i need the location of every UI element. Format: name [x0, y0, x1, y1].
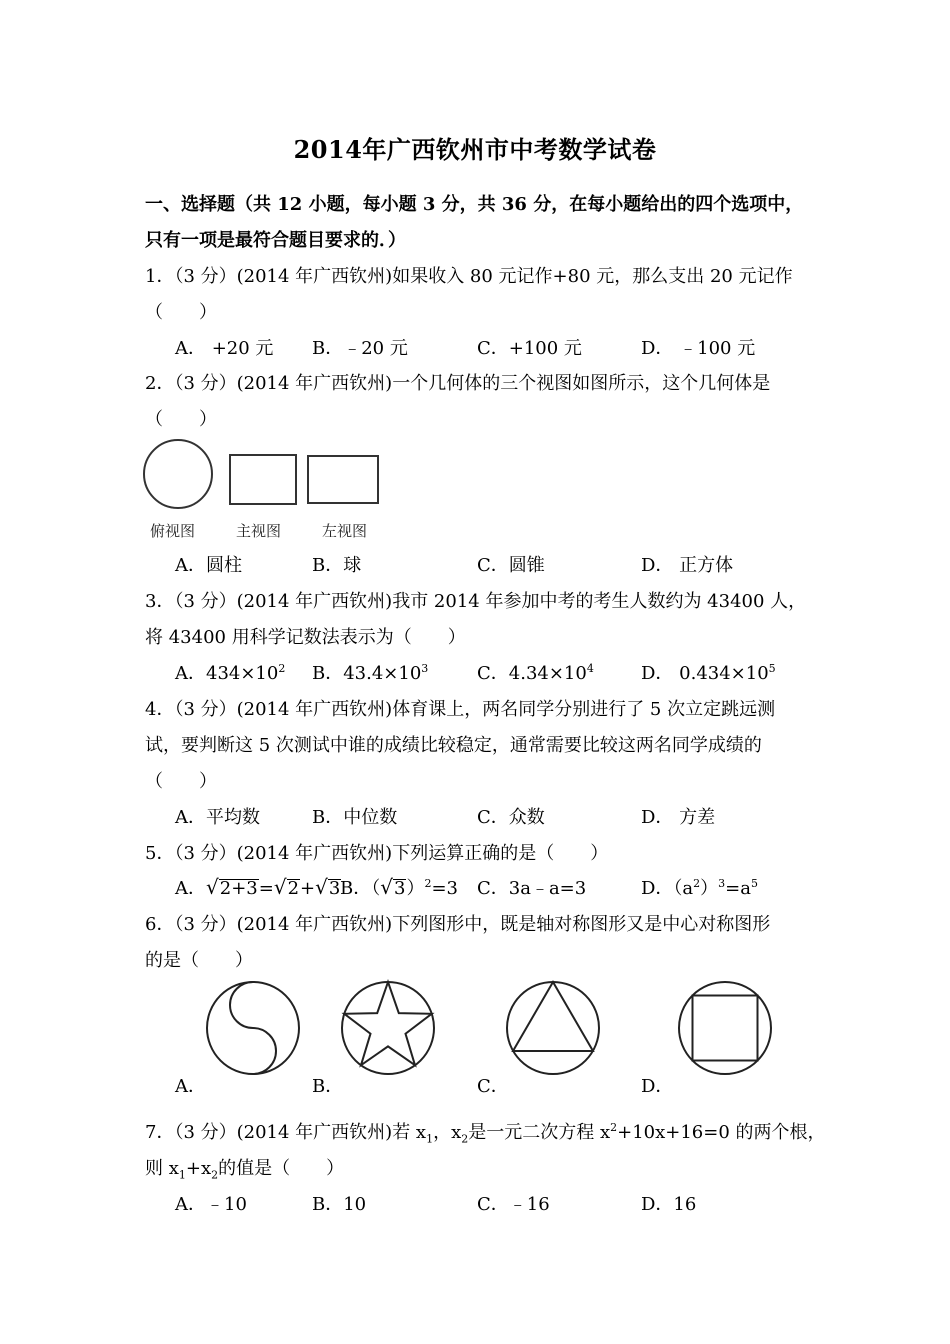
q5-option-a: A．√2+3=√2+√3	[175, 875, 341, 899]
side-view-rect	[308, 456, 378, 503]
q6-option-b: B．	[312, 1076, 344, 1097]
q1-option-d: D． ﹣100 元	[641, 338, 756, 359]
q2-stem-line1: 2．（3 分）(2014 年广西钦州)一个几何体的三个视图如图所示，这个几何体是	[145, 373, 771, 394]
q1-stem-line2: （ ）	[145, 302, 217, 323]
q5-option-b: B．$(√3)^2=3$	[340, 875, 458, 899]
q7-option-c: C．﹣16	[477, 1194, 550, 1215]
q5-option-c: C．3a﹣a=3	[477, 878, 587, 899]
q2-three-views-figure	[140, 438, 385, 513]
q3-option-c: C．$4.34\times 10^4$	[477, 662, 594, 684]
q4-option-d: D． 方差	[641, 807, 716, 828]
top-view-circle	[144, 440, 212, 508]
q7-option-b: B．10	[312, 1194, 367, 1215]
q6-option-d: D．	[641, 1076, 674, 1097]
q2-stem-line2: （ ）	[145, 409, 217, 430]
q2-option-b: B．球	[312, 555, 362, 576]
section-heading-line2: 只有一项是最符合题目要求的．）	[145, 230, 406, 251]
q4-stem-line3: （ ）	[145, 771, 217, 792]
q6-figure-c-triangle-in-circle	[505, 980, 605, 1080]
top-view-label: 俯视图	[150, 522, 196, 540]
q6-figure-d-square-in-circle	[677, 980, 777, 1080]
q2-option-c: C．圆锥	[477, 555, 545, 576]
front-view-rect	[230, 455, 296, 504]
q6-stem-line1: 6．（3 分）(2014 年广西钦州)下列图形中，既是轴对称图形又是中心对称图形	[145, 914, 771, 935]
q1-stem-line1: 1．（3 分）(2014 年广西钦州)如果收入 80 元记作+80 元，那么支出 20 元记作	[145, 266, 793, 287]
q3-option-a: A．$434\times 10^2$	[175, 662, 286, 684]
q6-option-a: A．	[175, 1076, 206, 1097]
page-title: 2014年广西钦州市中考数学试卷	[293, 135, 657, 164]
q5-stem: 5．（3 分）(2014 年广西钦州)下列运算正确的是（ ）	[145, 843, 609, 864]
q4-option-b: B．中位数	[312, 807, 398, 828]
q2-option-a: A．圆柱	[175, 555, 242, 576]
section-heading-line1: 一、选择题（共 12 小题，每小题 3 分，共 36 分，在每小题给出的四个选项中，	[145, 194, 804, 215]
q6-figure-a-yin-yang	[205, 980, 305, 1080]
q4-stem-line2: 试，要判断这 5 次测试中谁的成绩比较稳定，通常需要比较这两名同学成绩的	[145, 735, 762, 756]
q7-option-d: D．16	[641, 1194, 697, 1215]
q1-option-a: A． +20 元	[175, 338, 274, 359]
q4-option-a: A．平均数	[175, 807, 260, 828]
q4-stem-line1: 4．（3 分）(2014 年广西钦州)体育课上，两名同学分别进行了 5 次立定跳远测	[145, 699, 776, 720]
q6-figure-b-star-in-circle	[340, 980, 440, 1080]
q3-stem-line1: 3．（3 分）(2014 年广西钦州)我市 2014 年参加中考的考生人数约为 43400 人，	[145, 591, 807, 612]
q7-stem-line2: 则 $x_1+x_2$的值是（ ）	[145, 1158, 345, 1182]
q6-stem-line2: 的是（ ）	[145, 950, 253, 971]
q6-option-c: C．	[477, 1076, 509, 1097]
q3-option-b: B．$43.4\times 10^3$	[312, 662, 429, 684]
q7-option-a: A．﹣10	[175, 1194, 247, 1215]
q7-stem-line1: 7．（3 分）(2014 年广西钦州)若 $x_1$，$x_2$是一元二次方程 $x^2+10x+16=0$ 的两个根，	[145, 1121, 826, 1146]
q4-option-c: C．众数	[477, 807, 545, 828]
q5-option-d: D．$(a^2)^3=a^5$	[641, 877, 758, 899]
q1-option-b: B．﹣20 元	[312, 338, 408, 359]
q3-option-d: D． $0.434\times 10^5$	[641, 662, 776, 684]
q1-option-c: C．+100 元	[477, 338, 582, 359]
front-view-label: 主视图	[236, 522, 282, 540]
q3-stem-line2: 将 43400 用科学记数法表示为（ ）	[145, 627, 466, 648]
q2-option-d: D． 正方体	[641, 555, 734, 576]
side-view-label: 左视图	[322, 522, 368, 540]
